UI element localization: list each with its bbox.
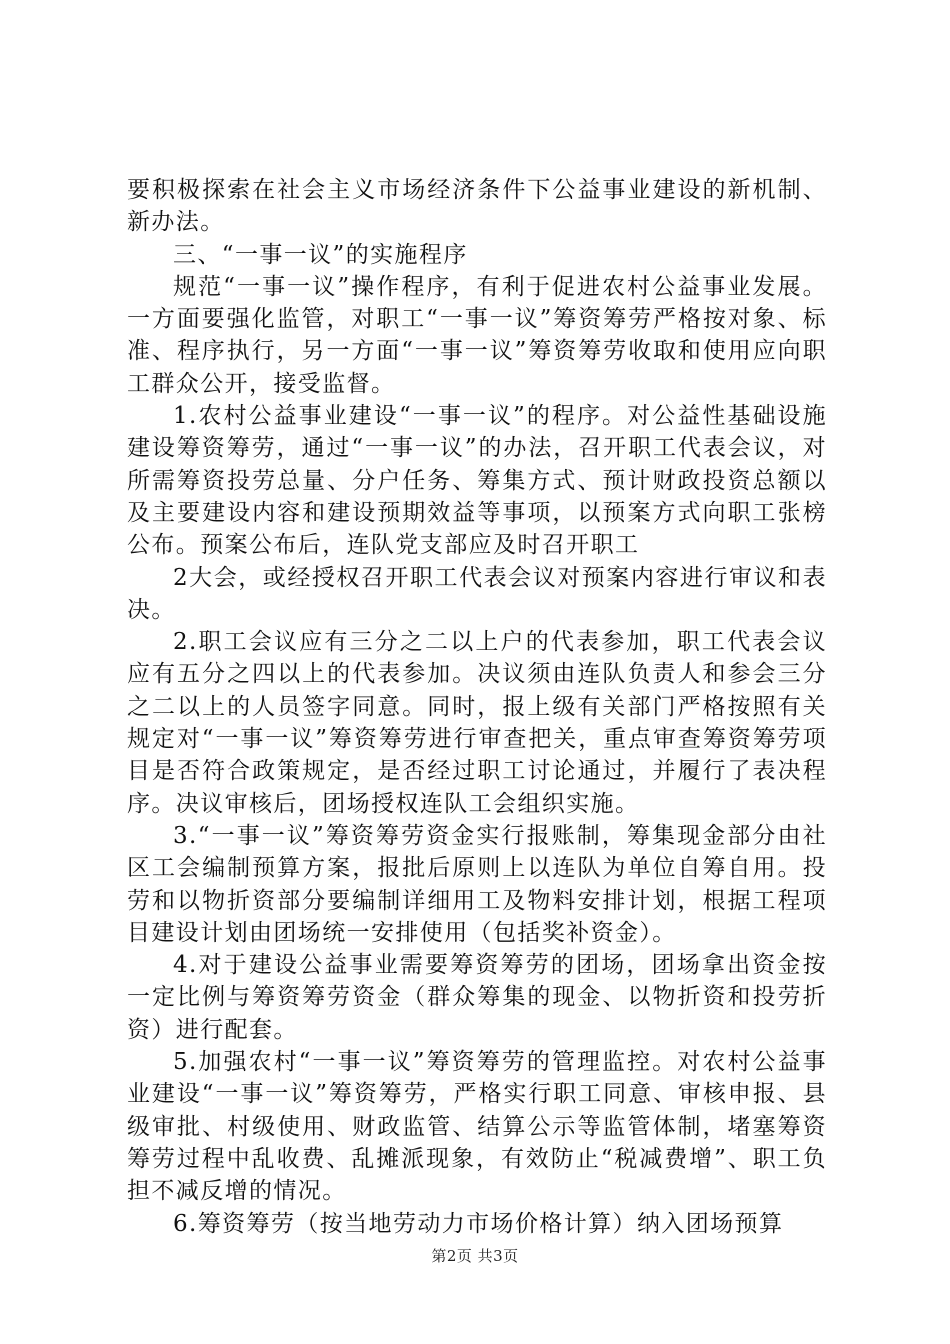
page-number: 第2页 共3页 (431, 1247, 519, 1265)
paragraph-item-3: 3.“一事一议”筹资筹劳资金实行报账制，筹集现金部分由社区工会编制预算方案，报批后原则上以连队为单位自筹自用。投劳和以物折资部分要编制详细用工及物料安排计划，根据工程项目建设计划由团场统一安排使用（包括奖补资金）。 (127, 822, 827, 946)
paragraph-item-2: 2.职工会议应有三分之二以上户的代表参加，职工代表会议应有五分之四以上的代表参加。决议须由连队负责人和参会三分之二以上的人员签字同意。同时，报上级有关部门严格按照有关规定对“一事一议”筹资筹劳进行审查把关，重点审查筹资筹劳项目是否符合政策规定，是否经过职工讨论通过，并履行了表决程序。决议审核后，团场授权连队工会组织实施。 (127, 629, 827, 817)
section-heading: 三、“一事一议”的实施程序 (173, 241, 468, 268)
paragraph-item-4: 4.对于建设公益事业需要筹资筹劳的团场，团场拿出资金按一定比例与筹资筹劳资金（群众筹集的现金、以物折资和投劳折资）进行配套。 (127, 952, 827, 1043)
paragraph-item-6: 6.筹资筹劳（按当地劳动力市场价格计算）纳入团场预算 (173, 1210, 784, 1237)
paragraph-item-5: 5.加强农村“一事一议”筹资筹劳的管理监控。对农村公益事业建设“一事一议”筹资筹劳，严格实行职工同意、审核申报、县级审批、村级使用、财政监管、结算公示等监管体制，堵塞筹资筹劳过程中乱收费、乱摊派现象，有效防止“税减费增”、职工负担不减反增的情况。 (127, 1049, 827, 1205)
paragraph-continuation: 要积极探索在社会主义市场经济条件下公益事业建设的新机制、新办法。 (127, 177, 827, 236)
paragraph-item-1: 1.农村公益事业建设“一事一议”的程序。对公益性基础设施建设筹资筹劳，通过“一事一议”的办法，召开职工代表会议，对所需筹资投劳总量、分户任务、筹集方式、预计财政投资总额以及主要建设内容和建设预期效益等事项，以预案方式向职工张榜公布。预案公布后，连队党支部应及时召开职工 (127, 403, 827, 559)
page-footer (0, 1245, 950, 1266)
paragraph-intro: 规范“一事一议”操作程序，有利于促进农村公益事业发展。一方面要强化监管，对职工“一事一议”筹资筹劳严格按对象、标准、程序执行，另一方面“一事一议”筹资筹劳收取和使用应向职工群众公开，接受监督。 (127, 273, 827, 397)
document-body (127, 174, 827, 1240)
paragraph-item-1-continued: 2大会，或经授权召开职工代表会议对预案内容进行审议和表决。 (127, 564, 827, 623)
